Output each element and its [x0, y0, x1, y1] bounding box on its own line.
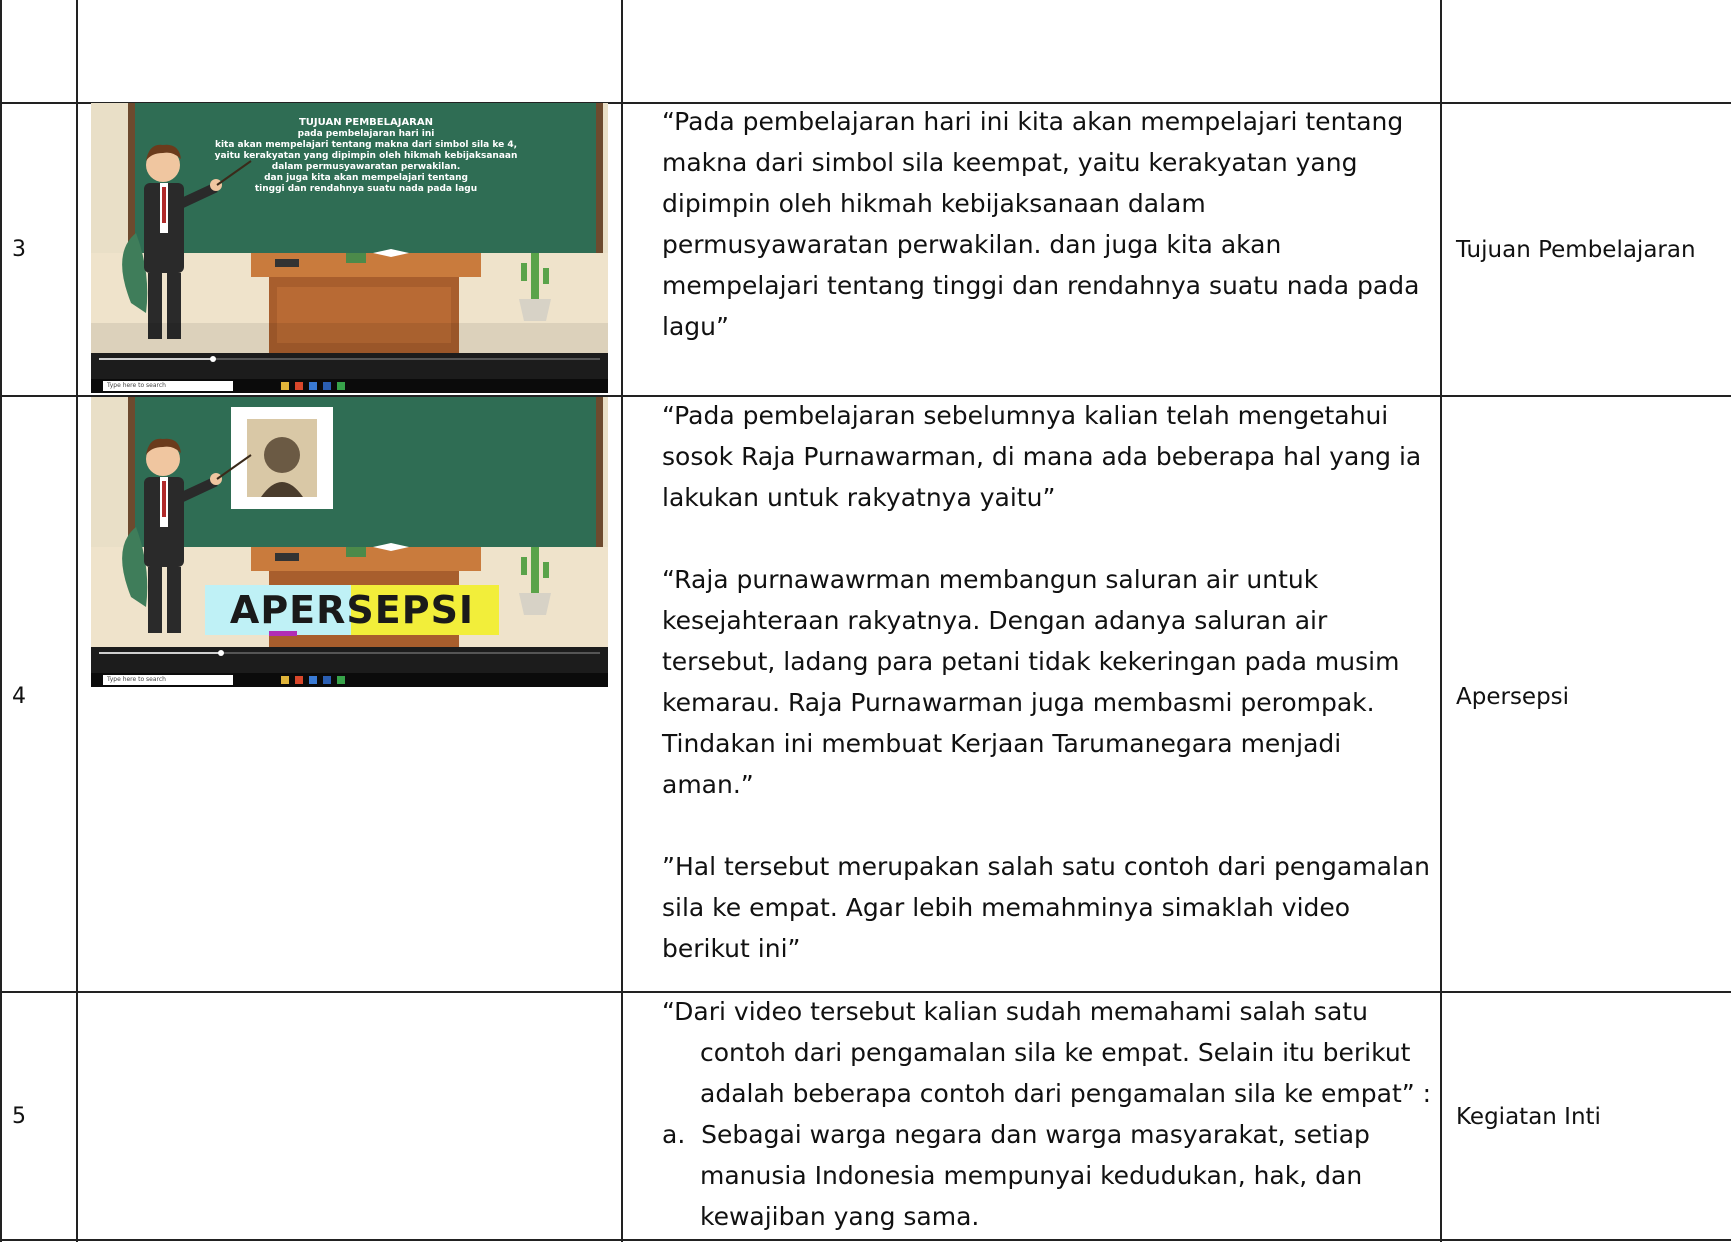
board-text: [151, 117, 581, 195]
narration-intro: “Dari video tersebut kalian sudah memahami salah satu contoh dari pengamalan sila ke empat. Selain itu berikut adalah beberapa contoh dari pengamalan sila ke empat” :: [662, 997, 1432, 1108]
thumbnail-scene: [91, 397, 608, 687]
taskbar-search[interactable]: Type here to search: [107, 676, 166, 683]
board-line: tinggi dan rendahnya suatu nada pada lagu: [254, 184, 478, 194]
narration-paragraph: “Pada pembelajaran hari ini kita akan mempelajari tentang makna dari simbol sila keempat, yaitu kerakyatan yang dipimpin oleh hikmah kebijaksanaan dalam permusyawaratan perwakilan. dan juga kita akan mempelajari tentang tinggi dan rendahnya suatu nada pada lagu”: [662, 107, 1420, 341]
board-line: dan juga kita akan mempelajari tentang: [264, 173, 468, 183]
activity-label: Tujuan Pembelajaran: [1456, 237, 1696, 263]
board-line: kita akan mempelajari tentang makna dari simbol sila ke 4,: [214, 140, 518, 150]
table-bottom-border: [0, 1239, 1731, 1241]
table-border-col1: [76, 0, 78, 1242]
banner-right-text: SEPSI: [346, 588, 475, 632]
row-number: 3: [12, 237, 26, 262]
apersepsi-banner: [205, 587, 499, 633]
narration-text: [662, 395, 1432, 969]
narration-text: [662, 101, 1432, 347]
taskbar-search[interactable]: Type here to search: [107, 382, 166, 389]
banner-left-text: APER: [229, 588, 347, 632]
board-title: TUJUAN PEMBELAJARAN: [298, 117, 433, 128]
row-number: 4: [12, 684, 26, 709]
board-line: dalam permusyawaratan perwakilan.: [271, 162, 461, 172]
board-line: yaitu kerakyatan yang dipimpin oleh hikmah kebijaksanaan: [214, 151, 518, 161]
video-thumbnail-tujuan[interactable]: [91, 103, 608, 393]
narration-paragraph: “Raja purnawawrman membangun saluran air untuk kesejahteraan rakyatnya. Dengan adanya saluran air tersebut, ladang para petani tidak kekeringan pada musim kemarau. Raja Purnawarman juga membasmi perompak. Tindakan ini membuat Kerjaan Tarumanegara menjadi aman.”: [662, 565, 1400, 799]
video-thumbnail-apersepsi[interactable]: [91, 397, 608, 687]
table-border-left: [0, 0, 2, 1242]
activity-label: Kegiatan Inti: [1456, 1104, 1601, 1130]
narration-paragraph: “Pada pembelajaran sebelumnya kalian telah mengetahui sosok Raja Purnawarman, di mana ada beberapa hal yang ia lakukan untuk rakyatnya yaitu”: [662, 401, 1422, 512]
table-border-col2: [621, 0, 623, 1242]
activity-label: Apersepsi: [1456, 684, 1570, 710]
row-number: 5: [12, 1104, 26, 1129]
table-border-col3: [1440, 0, 1442, 1242]
narration-text: [662, 991, 1432, 1237]
board-line: pada pembelajaran hari ini: [297, 129, 435, 139]
example-list-item: a. Sebagai warga negara dan warga masyarakat, setiap manusia Indonesia mempunyai kedudukan, hak, dan kewajiban yang sama.: [662, 1120, 1370, 1231]
narration-paragraph: ”Hal tersebut merupakan salah satu contoh dari pengamalan sila ke empat. Agar lebih memahminya simaklah video berikut ini”: [662, 852, 1431, 963]
